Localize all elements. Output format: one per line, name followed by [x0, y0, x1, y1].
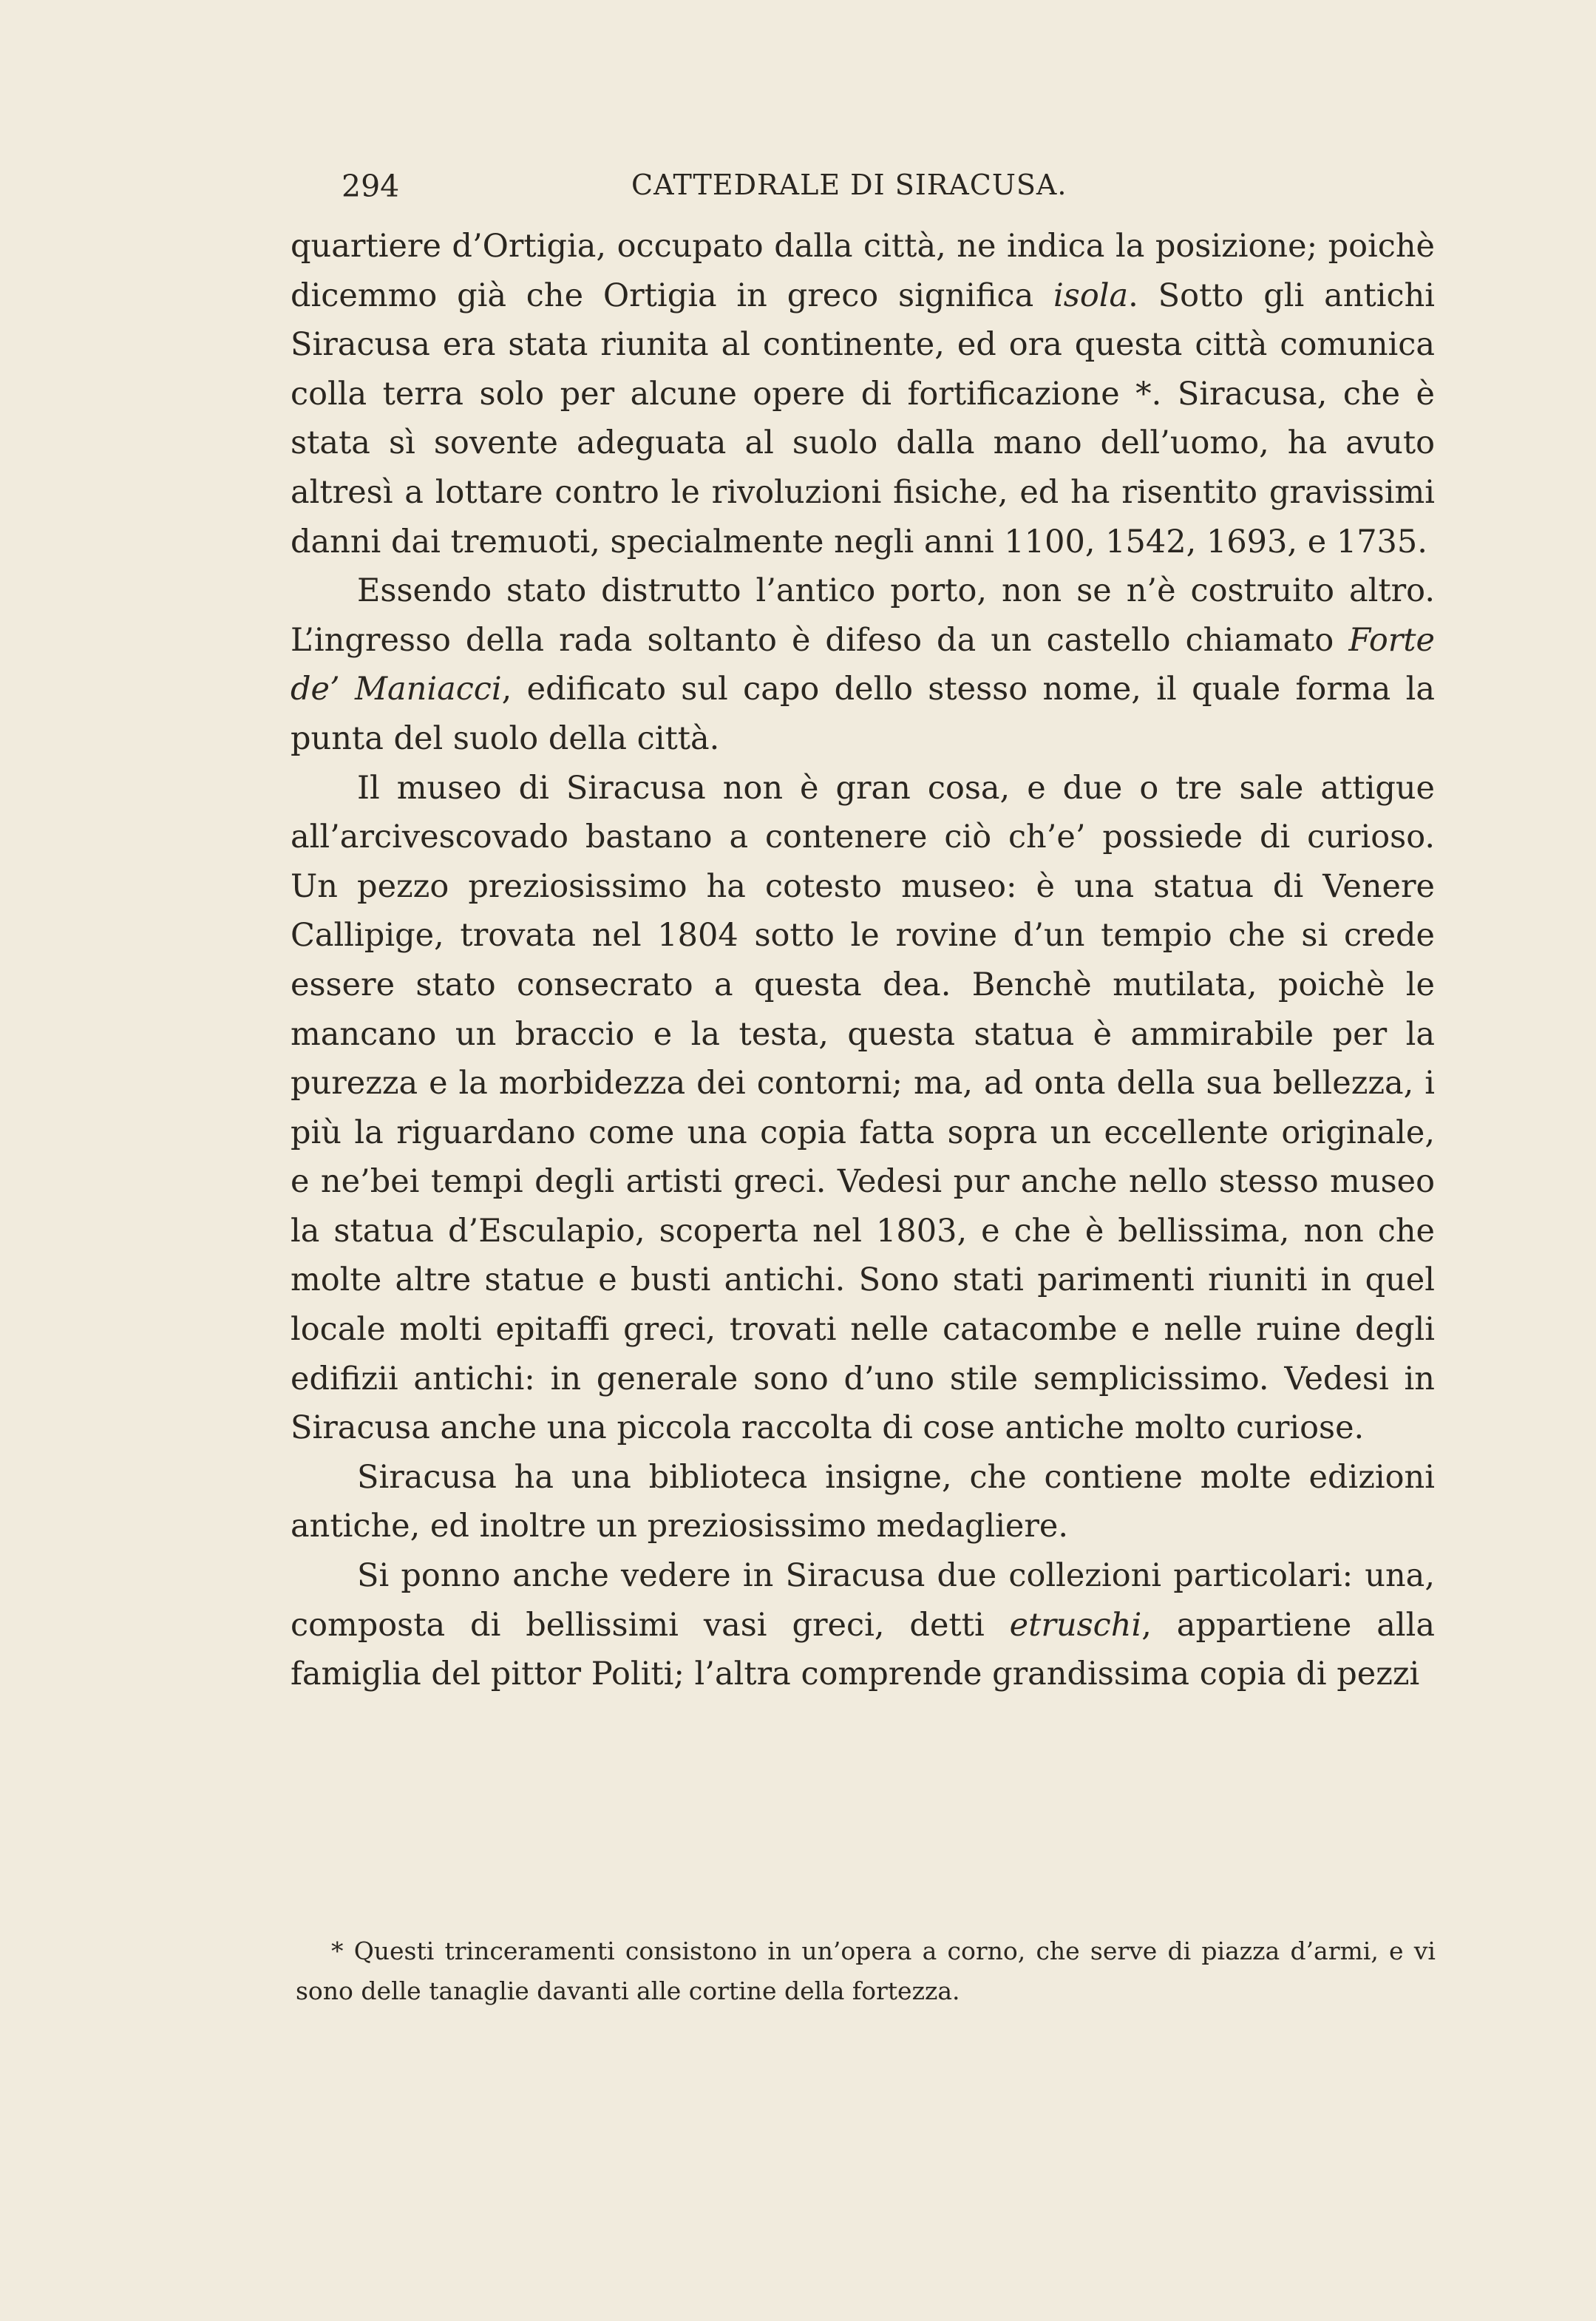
page-number: 294 — [342, 169, 400, 204]
footnote-text: * Questi trinceramenti consistono in un’opera a corno, che serve di piazza d’armi, e vi sono delle tanaglie davanti alle cortine della fortezza. — [296, 1937, 1436, 2005]
text-run: quartiere d’Ortigia, occupato dalla città, ne indica la posizione; poichè dicemmo già che Ortigia in greco significa — [291, 228, 1435, 314]
paragraph-ortigia — [291, 222, 1435, 566]
running-head: CATTEDRALE DI SIRACUSA. — [631, 169, 1067, 201]
text-run: Si ponno anche vedere in Siracusa due collezioni particolari: una, composta di bellissimi vasi greci, detti — [291, 1557, 1435, 1644]
paragraph-porto — [291, 566, 1435, 763]
text-run: . Sotto gli antichi Siracusa era stata riunita al continente, ed ora questa città comunica colla terra solo per alcune opere di fortificazione *. Siracusa, che è stata sì sovente adeguata al suolo dalla mano dell’uomo, ha avuto altresì a lottare contro le rivoluzioni fisiche, ed ha risentito gravissimi danni dai tremuoti, specialmente negli anni 1100, 1542, 1693, e 1735. — [291, 277, 1436, 560]
italic-term: isola — [1053, 277, 1129, 314]
text-run: , appartiene alla famiglia del pittor Politi; l’altra comprende grandissima copia di pezzi — [291, 1606, 1435, 1693]
paragraph-collezioni — [291, 1551, 1435, 1699]
footnote — [296, 1931, 1436, 2011]
italic-term: Forte de’ Maniacci — [291, 621, 1435, 708]
italic-term: etruschi — [1009, 1606, 1142, 1644]
body-text — [291, 222, 1435, 1699]
text-run: Essendo stato distrutto l’antico porto, non se n’è costruito altro. L’ingresso della rada soltanto è difeso da un castello chiamato — [291, 572, 1435, 659]
paragraph-biblioteca: Siracusa ha una biblioteca insigne, che contiene molte edizioni antiche, ed inoltre un preziosissimo medagliere. — [291, 1458, 1435, 1545]
paragraph-museo: Il museo di Siracusa non è gran cosa, e due o tre sale attigue all’arcivescovado bastano a contenere ciò ch’e’ possiede di curioso. Un pezzo preziosissimo ha cotesto museo: è una statua di Venere Callipige, trovata nel 1804 sotto le rovine d’un tempio che si crede essere stato consecrato a questa dea. Benchè mutilata, poichè le mancano un braccio e la testa, questa statua è ammirabile per la purezza e la morbidezza dei contorni; ma, ad onta della sua bellezza, i più la riguardano come una copia fatta sopra un eccellente originale, e ne’bei tempi degli artisti greci. Vedesi pur anche nello stesso museo la statua d’Esculapio, scoperta nel 1803, e che è bellissima, non che molte altre statue e busti antichi. Sono stati parimenti riuniti in quel locale molti epitaffi greci, trovati nelle catacombe e nelle ruine degli edifizii antichi: in generale sono d’uno stile semplicissimo. Vedesi in Siracusa anche una piccola raccolta di cose antiche molto curiose. — [291, 769, 1435, 1447]
page-header — [342, 169, 1096, 213]
text-run: , edificato sul capo dello stesso nome, il quale forma la punta del suolo della città. — [291, 671, 1435, 757]
